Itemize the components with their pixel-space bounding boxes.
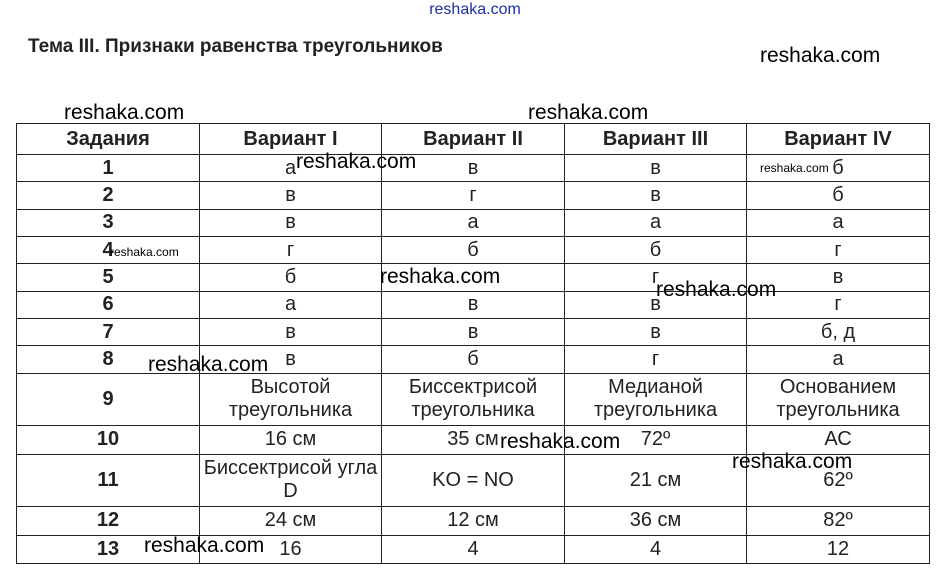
table-row: [17, 291, 930, 318]
answer-cell: Биссектрисой угла D: [200, 454, 382, 507]
watermark: reshaka.com: [656, 278, 777, 301]
answer-cell: в: [382, 155, 565, 182]
answer-cell: 16 см: [200, 426, 382, 454]
answer-cell: 4: [565, 535, 747, 563]
answer-cell: 35 см: [382, 426, 565, 454]
answer-cell: в: [200, 209, 382, 236]
answer-cell: Медианой треугольника: [565, 373, 747, 426]
answer-cell: 16: [200, 535, 382, 563]
answer-cell: а: [747, 209, 930, 236]
table-row: [17, 373, 930, 426]
answer-cell: б, д: [747, 318, 930, 345]
answer-cell: а: [382, 209, 565, 236]
answer-cell: 21 см: [565, 454, 747, 507]
answer-cell: а: [747, 346, 930, 373]
answer-cell: б: [382, 236, 565, 263]
answer-cell: б: [747, 155, 930, 182]
table-row: [17, 318, 930, 345]
header-variant-1: Вариант I: [200, 124, 382, 155]
header-variant-2: Вариант II: [382, 124, 565, 155]
task-number: 2: [17, 182, 200, 209]
answer-cell: 4: [382, 535, 565, 563]
answer-cell: б: [747, 182, 930, 209]
answer-cell: Биссектрисой треугольника: [382, 373, 565, 426]
answer-cell: в: [565, 155, 747, 182]
watermark: reshaka.com: [296, 150, 417, 173]
watermark: reshaka.com: [732, 450, 853, 473]
task-number: 6: [17, 291, 200, 318]
answer-cell: г: [382, 182, 565, 209]
answer-cell: в: [382, 291, 565, 318]
answer-cell: в: [200, 182, 382, 209]
answer-cell: 12 см: [382, 507, 565, 535]
answer-cell: г: [565, 346, 747, 373]
answer-cell: в: [565, 318, 747, 345]
answer-cell: в: [200, 318, 382, 345]
table-row: [17, 182, 930, 209]
header-tasks: Задания: [17, 124, 200, 155]
answer-cell: 62º: [747, 454, 930, 507]
answer-cell: 82º: [747, 507, 930, 535]
answer-cell: 12: [747, 535, 930, 563]
answer-cell: Основанием треугольника: [747, 373, 930, 426]
answer-cell: а: [565, 209, 747, 236]
task-number: 3: [17, 209, 200, 236]
watermark: reshaka.com: [500, 430, 621, 453]
header-variant-3: Вариант III: [565, 124, 747, 155]
answer-cell: г: [747, 236, 930, 263]
page-title: Тема III. Признаки равенства треугольников: [28, 36, 443, 57]
answer-cell: б: [382, 346, 565, 373]
task-number: 13: [17, 535, 200, 563]
watermark: reshaka.com: [760, 161, 829, 175]
task-number: 1: [17, 155, 200, 182]
task-number: 9: [17, 373, 200, 426]
task-number: 10: [17, 426, 200, 454]
watermark: reshaka.com: [760, 44, 881, 67]
answer-cell: в: [565, 291, 747, 318]
answer-cell: 24 см: [200, 507, 382, 535]
answer-cell: в: [382, 318, 565, 345]
answer-cell: в: [565, 182, 747, 209]
header-variant-4: Вариант IV: [747, 124, 930, 155]
task-number: 5: [17, 264, 200, 291]
answers-table: [16, 123, 930, 564]
answer-cell: г: [565, 264, 747, 291]
site-watermark-top: reshaka.com: [429, 1, 521, 18]
answer-cell: 72º: [565, 426, 747, 454]
answer-cell: KO = NO: [382, 454, 565, 507]
answer-cell: 36 см: [565, 507, 747, 535]
task-number: 7: [17, 318, 200, 345]
answer-cell: а: [200, 291, 382, 318]
table-row: [17, 507, 930, 535]
watermark: reshaka.com: [110, 245, 179, 259]
answer-cell: Высотой треугольника: [200, 373, 382, 426]
answer-cell: г: [200, 236, 382, 263]
answer-cell: в: [747, 264, 930, 291]
answer-cell: АС: [747, 426, 930, 454]
table-header-row: [17, 124, 930, 155]
task-number: 4: [17, 236, 200, 263]
answer-cell: в: [200, 346, 382, 373]
task-number: 8: [17, 346, 200, 373]
answer-cell: б: [200, 264, 382, 291]
watermark: reshaka.com: [148, 353, 269, 376]
watermark: reshaka.com: [144, 534, 265, 557]
watermark: reshaka.com: [528, 101, 649, 124]
answer-cell: а: [200, 155, 382, 182]
table-row: [17, 209, 930, 236]
answer-cell: б: [565, 236, 747, 263]
watermark: reshaka.com: [380, 265, 501, 288]
task-number: 11: [17, 454, 200, 507]
answer-cell: г: [747, 291, 930, 318]
task-number: 12: [17, 507, 200, 535]
watermark: reshaka.com: [64, 101, 185, 124]
